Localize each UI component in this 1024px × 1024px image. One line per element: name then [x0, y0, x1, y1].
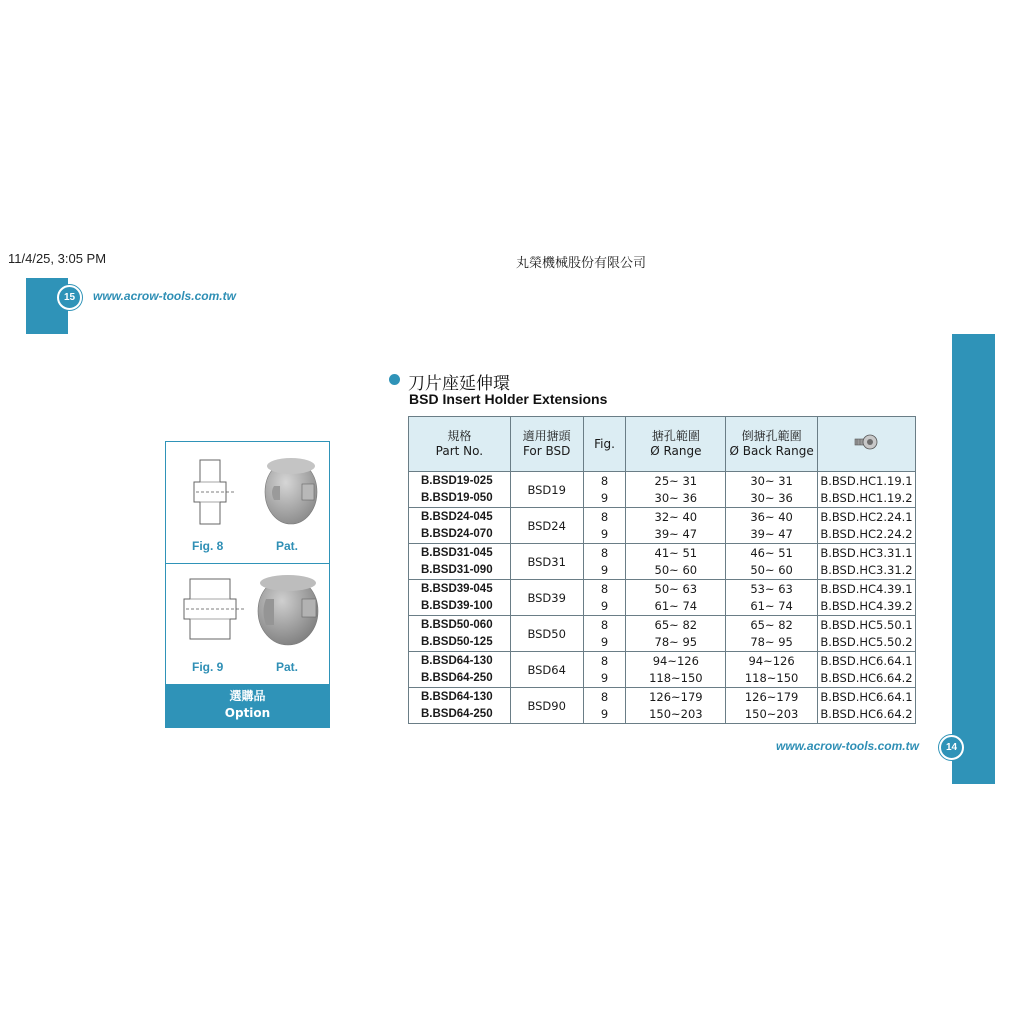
cell-range: 25~ 31	[626, 472, 726, 490]
cell-part-no: B.BSD19-025	[409, 472, 511, 490]
cell-screw: B.BSD.HC6.64.2	[817, 706, 915, 724]
table-row	[409, 580, 916, 598]
cell-part-no: B.BSD39-045	[409, 580, 511, 598]
cell-range: 118~150	[626, 670, 726, 688]
cell-back-range: 78~ 95	[726, 634, 818, 652]
cell-part-no: B.BSD24-045	[409, 508, 511, 526]
cell-screw: B.BSD.HC6.64.1	[817, 652, 915, 670]
cell-back-range: 126~179	[726, 688, 818, 706]
cell-back-range: 39~ 47	[726, 526, 818, 544]
table-row	[409, 598, 916, 616]
option-footer	[166, 684, 329, 727]
cell-range: 30~ 36	[626, 490, 726, 508]
cell-screw: B.BSD.HC5.50.2	[817, 634, 915, 652]
cell-fig: 9	[583, 634, 626, 652]
cell-part-no: B.BSD31-045	[409, 544, 511, 562]
print-company-name: 丸榮機械股份有限公司	[516, 256, 647, 271]
cell-for-bsd: BSD50	[510, 616, 583, 652]
cell-range: 78~ 95	[626, 634, 726, 652]
cell-fig: 9	[583, 490, 626, 508]
option-label-zh: 選購品	[229, 689, 266, 703]
section-title-en: BSD Insert Holder Extensions	[409, 391, 608, 407]
cell-back-range: 118~150	[726, 670, 818, 688]
cell-fig: 9	[583, 670, 626, 688]
cell-fig: 8	[583, 616, 626, 634]
cell-part-no: B.BSD64-250	[409, 706, 511, 724]
cell-fig: 8	[583, 652, 626, 670]
cell-back-range: 36~ 40	[726, 508, 818, 526]
header-range: 搪孔範圍 Ø Range	[626, 417, 726, 472]
table-row	[409, 670, 916, 688]
cell-range: 126~179	[626, 688, 726, 706]
left-page-url[interactable]: www.acrow-tools.com.tw	[93, 289, 236, 303]
cell-screw: B.BSD.HC4.39.2	[817, 598, 915, 616]
cell-screw: B.BSD.HC6.64.1	[817, 688, 915, 706]
fig8-pat-label: Pat.	[276, 539, 299, 553]
cell-range: 65~ 82	[626, 616, 726, 634]
cell-fig: 8	[583, 508, 626, 526]
cell-fig: 8	[583, 472, 626, 490]
cell-for-bsd: BSD39	[510, 580, 583, 616]
cell-screw: B.BSD.HC3.31.2	[817, 562, 915, 580]
table-row	[409, 706, 916, 724]
fig8-label: Fig. 8	[192, 539, 224, 553]
cell-screw: B.BSD.HC2.24.1	[817, 508, 915, 526]
cell-part-no: B.BSD64-250	[409, 670, 511, 688]
cell-for-bsd: BSD64	[510, 652, 583, 688]
cell-fig: 8	[583, 544, 626, 562]
cell-range: 41~ 51	[626, 544, 726, 562]
table-row	[409, 544, 916, 562]
table-row	[409, 508, 916, 526]
cell-back-range: 30~ 31	[726, 472, 818, 490]
cell-part-no: B.BSD50-125	[409, 634, 511, 652]
fig9-drawing	[166, 563, 329, 663]
cell-screw: B.BSD.HC6.64.2	[817, 670, 915, 688]
table-row	[409, 652, 916, 670]
cell-for-bsd: BSD31	[510, 544, 583, 580]
cell-back-range: 94~126	[726, 652, 818, 670]
cell-range: 50~ 60	[626, 562, 726, 580]
cell-back-range: 65~ 82	[726, 616, 818, 634]
cell-range: 50~ 63	[626, 580, 726, 598]
cell-back-range: 50~ 60	[726, 562, 818, 580]
cell-back-range: 150~203	[726, 706, 818, 724]
cell-fig: 8	[583, 688, 626, 706]
cell-for-bsd: BSD24	[510, 508, 583, 544]
figure-panel	[165, 441, 330, 728]
cell-fig: 9	[583, 562, 626, 580]
cell-part-no: B.BSD64-130	[409, 688, 511, 706]
cell-screw: B.BSD.HC3.31.1	[817, 544, 915, 562]
cell-fig: 9	[583, 706, 626, 724]
cell-for-bsd: BSD90	[510, 688, 583, 724]
cell-range: 32~ 40	[626, 508, 726, 526]
header-fig: Fig.	[583, 417, 626, 472]
cell-screw: B.BSD.HC1.19.1	[817, 472, 915, 490]
cell-range: 150~203	[626, 706, 726, 724]
header-screw	[817, 417, 915, 472]
header-for-bsd: 適用搪頭 For BSD	[510, 417, 583, 472]
fig8-drawing	[166, 442, 329, 542]
cell-for-bsd: BSD19	[510, 472, 583, 508]
section-title-zh: 刀片座延伸環	[408, 374, 510, 394]
table-row	[409, 490, 916, 508]
cell-back-range: 30~ 36	[726, 490, 818, 508]
cell-range: 61~ 74	[626, 598, 726, 616]
table-header-row	[409, 417, 916, 472]
cell-part-no: B.BSD19-050	[409, 490, 511, 508]
right-page-tab	[952, 334, 995, 784]
table-row	[409, 526, 916, 544]
cell-part-no: B.BSD64-130	[409, 652, 511, 670]
print-date: 11/4/25, 3:05 PM	[8, 251, 107, 266]
table-row	[409, 616, 916, 634]
fig9-pat-label: Pat.	[276, 660, 299, 674]
right-page-number: 14	[939, 735, 964, 760]
section-bullet-icon	[389, 374, 400, 385]
cell-part-no: B.BSD24-070	[409, 526, 511, 544]
header-back-range: 倒搪孔範圍 Ø Back Range	[726, 417, 818, 472]
fig9-label: Fig. 9	[192, 660, 224, 674]
spec-table	[408, 416, 916, 724]
screw-icon	[853, 432, 879, 452]
table-row	[409, 634, 916, 652]
cell-fig: 9	[583, 598, 626, 616]
header-part-no: 規格 Part No.	[409, 417, 511, 472]
fig9-row	[166, 563, 329, 685]
table-row	[409, 472, 916, 490]
cell-back-range: 61~ 74	[726, 598, 818, 616]
cell-screw: B.BSD.HC2.24.2	[817, 526, 915, 544]
cell-back-range: 46~ 51	[726, 544, 818, 562]
cell-fig: 8	[583, 580, 626, 598]
cell-fig: 9	[583, 526, 626, 544]
fig8-row	[166, 442, 329, 564]
cell-screw: B.BSD.HC4.39.1	[817, 580, 915, 598]
cell-part-no: B.BSD39-100	[409, 598, 511, 616]
option-label-en: Option	[224, 706, 271, 720]
cell-screw: B.BSD.HC5.50.1	[817, 616, 915, 634]
table-row	[409, 562, 916, 580]
left-page-number: 15	[57, 285, 82, 310]
cell-part-no: B.BSD31-090	[409, 562, 511, 580]
cell-back-range: 53~ 63	[726, 580, 818, 598]
cell-range: 39~ 47	[626, 526, 726, 544]
table-row	[409, 688, 916, 706]
cell-screw: B.BSD.HC1.19.2	[817, 490, 915, 508]
right-page-url[interactable]: www.acrow-tools.com.tw	[776, 739, 919, 753]
cell-range: 94~126	[626, 652, 726, 670]
cell-part-no: B.BSD50-060	[409, 616, 511, 634]
